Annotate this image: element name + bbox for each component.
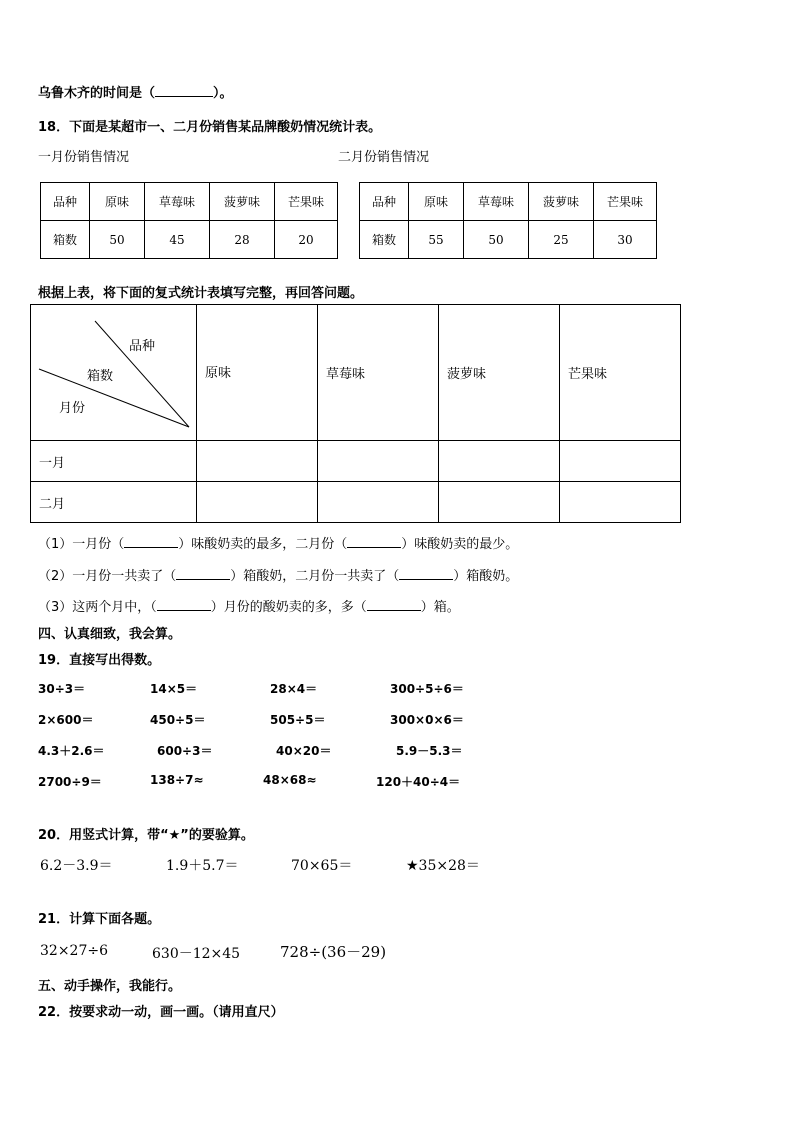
- corner-label-month: 月份: [59, 401, 86, 416]
- answer-cell[interactable]: [439, 441, 560, 482]
- answer-blank[interactable]: [155, 85, 213, 97]
- table-cell: 原味: [409, 183, 464, 221]
- table-row: [360, 221, 657, 259]
- q18-question-3: （3）这两个月中，（ ）月份的酸奶卖的多，多（ ）箱。: [38, 600, 460, 615]
- section-4-heading: 四、认真细致，我会算。: [38, 627, 182, 642]
- answer-cell[interactable]: [560, 441, 681, 482]
- table-header-cell: 原味: [197, 305, 318, 441]
- q19-item: 5.9－5.3＝: [396, 744, 463, 758]
- answer-blank[interactable]: [347, 536, 401, 548]
- feb-table-caption: 二月份销售情况: [338, 150, 430, 165]
- answer-blank[interactable]: [176, 568, 230, 580]
- q19-item: 2×600＝: [38, 713, 94, 727]
- table-header-cell: 菠萝味: [439, 305, 560, 441]
- q19-item: 48×68≈: [263, 773, 317, 787]
- compound-stats-table: [30, 304, 681, 523]
- table-header-cell: 草莓味: [318, 305, 439, 441]
- section-5-heading: 五、动手操作，我能行。: [38, 979, 182, 994]
- answer-cell[interactable]: [318, 482, 439, 523]
- q20-item: 70×65＝: [291, 858, 353, 874]
- q19-item: 600÷3＝: [157, 744, 213, 758]
- answer-cell[interactable]: [560, 482, 681, 523]
- table-cell: 50: [90, 221, 145, 259]
- q20-item: 6.2－3.9＝: [40, 858, 113, 874]
- q20-item: ★35×28＝: [406, 858, 480, 874]
- table-cell: 箱数: [41, 221, 90, 259]
- q19-item: 120＋40÷4＝: [376, 775, 461, 789]
- table-row: [41, 183, 338, 221]
- table-cell: 30: [594, 221, 657, 259]
- q19-item: 138÷7≈: [150, 773, 204, 787]
- table-cell: 箱数: [360, 221, 409, 259]
- q19-item: 14×5＝: [150, 682, 198, 696]
- table-header-cell: 芒果味: [560, 305, 681, 441]
- q19-item: 4.3＋2.6＝: [38, 744, 105, 758]
- q21-item: 630－12×45: [152, 946, 241, 962]
- q21-item: 32×27÷6: [40, 943, 108, 959]
- q19-item: 30÷3＝: [38, 682, 86, 696]
- table-cell: 品种: [360, 183, 409, 221]
- q19-title: 19．直接写出得数。: [38, 653, 161, 668]
- compound-table-instruction: 根据上表，将下面的复式统计表填写完整，再回答问题。: [38, 286, 364, 301]
- q22-title: 22．按要求动一动，画一画。（请用直尺）: [38, 1005, 284, 1020]
- feb-sales-table: [359, 182, 657, 259]
- q18-question-2: （2）一月份一共卖了（ ）箱酸奶，二月份一共卖了（ ）箱酸奶。: [38, 569, 519, 584]
- jan-sales-table: [40, 182, 338, 259]
- table-cell: 草莓味: [145, 183, 210, 221]
- q19-item: 450÷5＝: [150, 713, 206, 727]
- table-cell: 45: [145, 221, 210, 259]
- jan-table-caption: 一月份销售情况: [38, 150, 130, 165]
- table-row: [41, 221, 338, 259]
- q20-item: 1.9＋5.7＝: [166, 858, 239, 874]
- table-cell: 25: [529, 221, 594, 259]
- q19-item: 2700÷9＝: [38, 775, 102, 789]
- table-row: [360, 183, 657, 221]
- q21-title: 21．计算下面各题。: [38, 912, 161, 927]
- q19-item: 28×4＝: [270, 682, 318, 696]
- table-cell: 芒果味: [275, 183, 338, 221]
- table-row: [31, 482, 681, 523]
- table-cell: 草莓味: [464, 183, 529, 221]
- answer-blank[interactable]: [157, 599, 211, 611]
- diagonal-header-cell: [31, 305, 197, 441]
- q19-item: 300÷5÷6＝: [390, 682, 464, 696]
- answer-blank[interactable]: [367, 599, 421, 611]
- table-cell: 菠萝味: [210, 183, 275, 221]
- answer-blank[interactable]: [399, 568, 453, 580]
- answer-cell[interactable]: [197, 441, 318, 482]
- table-row-label: 二月: [31, 482, 197, 523]
- diagonal-lines: [31, 305, 196, 441]
- table-cell: 芒果味: [594, 183, 657, 221]
- table-cell: 50: [464, 221, 529, 259]
- q19-item: 40×20＝: [276, 744, 332, 758]
- answer-cell[interactable]: [439, 482, 560, 523]
- table-row-label: 一月: [31, 441, 197, 482]
- q18-title: 18．下面是某超市一、二月份销售某品牌酸奶情况统计表。: [38, 120, 382, 135]
- table-cell: 品种: [41, 183, 90, 221]
- q18-question-1: （1）一月份（ ）味酸奶卖的最多，二月份（ ）味酸奶卖的最少。: [38, 537, 519, 552]
- answer-cell[interactable]: [318, 441, 439, 482]
- answer-blank[interactable]: [124, 536, 178, 548]
- table-cell: 20: [275, 221, 338, 259]
- answer-cell[interactable]: [197, 482, 318, 523]
- table-row: [31, 305, 681, 441]
- q21-item: 728÷(36－29): [280, 943, 387, 961]
- q19-item: 505÷5＝: [270, 713, 326, 727]
- table-cell: 菠萝味: [529, 183, 594, 221]
- table-row: [31, 441, 681, 482]
- corner-label-variety: 品种: [129, 339, 156, 354]
- q19-item: 300×0×6＝: [390, 713, 464, 727]
- q17-answer-line: 乌鲁木齐的时间是（ ）。: [38, 86, 233, 101]
- q20-title: 20．用竖式计算，带“★”的要验算。: [38, 828, 254, 843]
- table-cell: 55: [409, 221, 464, 259]
- table-cell: 原味: [90, 183, 145, 221]
- table-cell: 28: [210, 221, 275, 259]
- corner-label-boxes: 箱数: [87, 369, 114, 384]
